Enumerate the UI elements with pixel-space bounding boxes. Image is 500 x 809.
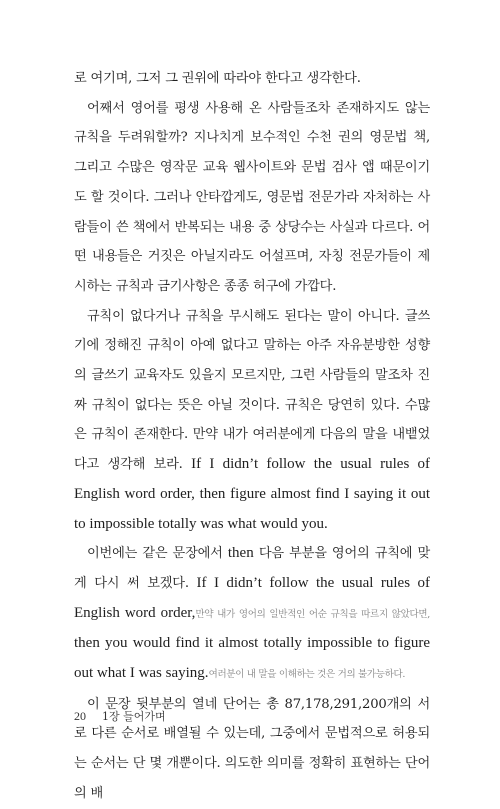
paragraph-4 xyxy=(74,539,430,690)
example-sentence-scrambled: If I didn’t follow the usual rules of English word order, then figure almost find I saying it out to impossible totally was what would you. xyxy=(74,456,431,532)
example-sentence-part-1: If I didn’t follow the usual rules of English word order, xyxy=(74,574,430,621)
paragraph-5: 이 문장 뒷부분의 열네 단어는 총 87,178,291,200개의 서로 다른 순서로 배열될 수 있는데, 그중에서 문법적으로 허용되는 순서는 단 몇 개뿐이다. 의도한 의미를 정확히 표현하는 단어의 배 xyxy=(74,696,430,801)
keyword-then: then xyxy=(227,545,254,562)
page-body xyxy=(74,64,430,809)
paragraph-4-korean-a: 이번에는 같은 문장에서 xyxy=(87,546,223,562)
translation-gloss-2: 여러분이 내 말을 이해하는 것은 거의 불가능하다. xyxy=(208,669,406,681)
page-footer xyxy=(74,708,166,724)
paragraph-1: 로 여기며, 그저 그 권위에 따라야 한다고 생각한다. xyxy=(74,71,361,86)
paragraph-3-korean: 규칙이 없다거나 규칙을 무시해도 된다는 말이 아니다. 글쓰기에 정해진 규칙이 아예 없다고 말하는 아주 자유분방한 성향의 글쓰기 교육자도 있을지 모르지만, 그런 사람들의 말조차 진짜 규칙이 없다는 뜻은 아닐 것이다. 규칙은 당연히 있다. 수많은 규칙이 존재한다. 만약 내가 여러분에게 다음의 말을 내뱉었다고 생각해 보라. xyxy=(74,308,430,473)
paragraph-4-korean-b: 다음 부분을 영어의 규칙에 맞게 다시 써 보겠다. xyxy=(74,546,431,591)
chapter-title: 1장 들어가며 xyxy=(102,710,166,723)
paragraph-2: 어째서 영어를 평생 사용해 온 사람들조차 존재하지도 않는 규칙을 두려워할까? 지나치게 보수적인 수천 권의 영문법 책, 그리고 수많은 영작문 교육 웹사이트와 문법 검사 앱 때문이기도 할 것이다. 그러나 안타깝게도, 영문법 전문가라 자처하는 사람들이 쓴 책에서 반복되는 내용 중 상당수는 사실과 다르다. 어떤 내용들은 거짓은 아닐지라도 어설프며, 자칭 전문가들이 제시하는 규칙과 금기사항은 종종 허구에 가깝다. xyxy=(74,100,430,294)
example-sentence-part-2: then you would find it almost totally impossible to figure out what I was saying. xyxy=(74,635,430,682)
page-number: 20 xyxy=(74,709,86,723)
paragraph-3 xyxy=(74,302,430,540)
translation-gloss-1: 만약 내가 영어의 일반적인 어순 규칙을 따르지 않았다면, xyxy=(195,608,430,620)
